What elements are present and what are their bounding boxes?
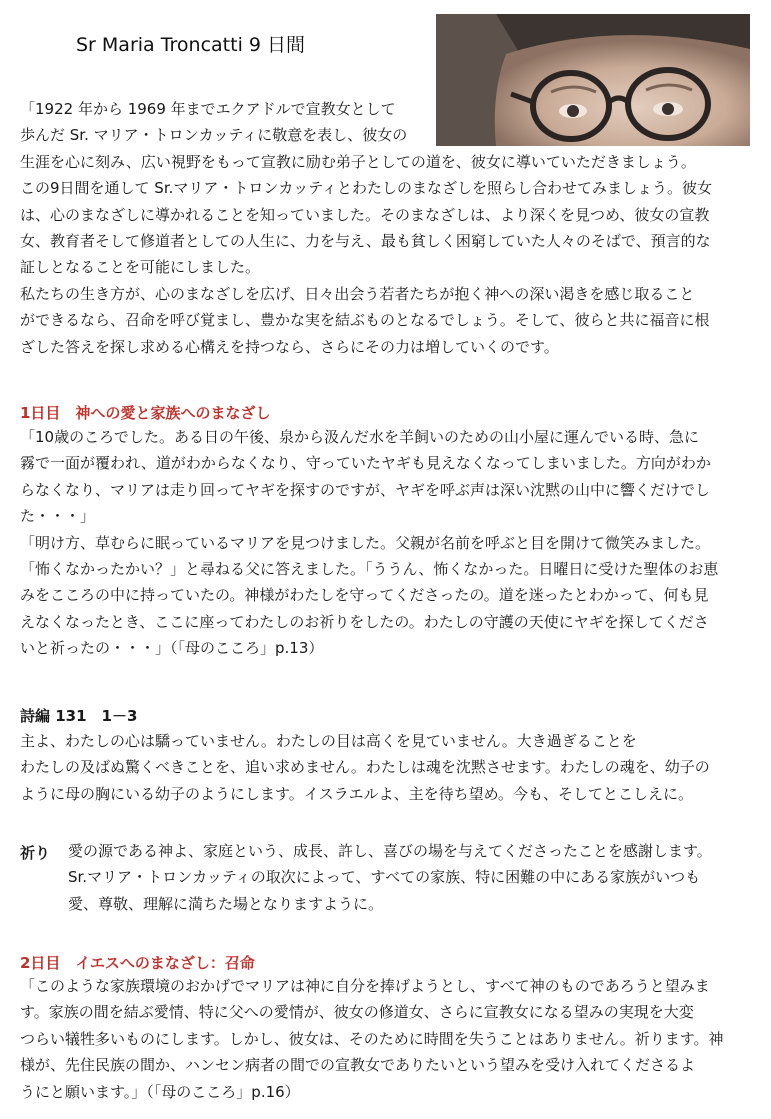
day2-line: 「このような家族環境のおかげでマリアは神に自分を捧げようとし、すべて神のものであろうと望みま — [20, 977, 710, 995]
day2-line: す。家族の間を結ぶ愛情、特に父への愛情が、彼女の修道女、さらに宣教女になる望みの実現を大変 — [20, 1003, 694, 1022]
intro-line: この9日間を通して Sr.マリア・トロンカッティとわたしのまなざしを照らし合わせてみましょう。彼女 — [20, 179, 713, 198]
day2-line: うにと願います。」（「母のこころ」p.16） — [20, 1082, 300, 1101]
prayer-line: Sr.マリア・トロンカッティの取次によって、すべての家族、特に困難の中にある家族がいつも — [68, 868, 701, 887]
day2-heading: 2日目 イエスへのまなざし：召命 — [20, 954, 255, 972]
psalm-line: 主よ、わたしの心は驕っていません。わたしの目は高くを見ていません。大き過ぎることを — [20, 732, 637, 750]
day1-line: みをこころの中に持っていたの。神様がわたしを守ってくださったの。道を迷ったとわかって、何も見 — [20, 586, 709, 605]
intro-line: 私たちの生き方が、心のまなざしを広げ、日々出会う若者たちが抱く神への深い渇きを感じ取ること — [20, 284, 695, 303]
day1-line: 「10歳のころでした。ある日の午後、泉から汲んだ水を羊飼いのための山小屋に運んでいる時、急に — [20, 428, 699, 446]
day1-line: た・・・」 — [20, 507, 96, 526]
day1-line: 「明け方、草むらに眠っているマリアを見つけました。父親が名前を呼ぶと目を開けて微笑みました。 — [20, 533, 711, 552]
intro-line: 歩んだ Sr. マリア・トロンカッティに敬意を表し、彼女の — [20, 126, 408, 145]
psalm-heading: 詩編 131 1－3 — [20, 707, 138, 725]
prayer-label: 祈り — [20, 844, 51, 862]
day2-line: 様が、先住民族の間か、ハンセン病者の間での宣教女でありたいという望みを受け入れてくださるよ — [20, 1056, 696, 1075]
intro-line: ざした答えを探し求める心構えを持つなら、さらにその力は増していくのです。 — [20, 337, 559, 356]
day1-heading: 1日目 神への愛と家族へのまなざし — [20, 404, 271, 422]
prayer-line: 愛の源である神よ、家庭という、成長、許し、喜びの場を与えてくださったことを感謝します。 — [68, 842, 712, 860]
page-title: Sr Maria Troncatti 9 日間 — [76, 34, 306, 56]
psalm-line: わたしの及ばぬ驚くべきことを、追い求めません。わたしは魂を沈黙させます。わたしの魂を、幼子の — [20, 758, 710, 777]
day1-text — [20, 424, 718, 662]
day2-text — [20, 973, 724, 1105]
intro-line: 女、教育者そして修道者としての人生に、力を与え、最も貧しく困窮していた人々のそばで、預言的な — [20, 231, 711, 250]
day1-line: 霧で一面が覆われ、道がわからなくなり、守っていたヤギも見えなくなってしまいました。方向がわか — [20, 454, 711, 473]
psalm-text — [20, 728, 710, 807]
intro-line: は、心のまなざしに導かれることを知っていました。そのまなざしは、より深くを見つめ、彼女の宣教 — [20, 205, 710, 224]
intro-line: 「1922 年から 1969 年までエクアドルで宣教女として — [20, 100, 396, 118]
prayer-line: 愛、尊敬、理解に満ちた場となりますように。 — [68, 894, 384, 913]
day1-line: えなくなったとき、ここに座ってわたしのお祈りをしたの。わたしの守護の天使にヤギを探してくださ — [20, 612, 709, 631]
intro-line: 生涯を心に刻み、広い視野をもって宣教に励む弟子としての道を、彼女に導いていただきましょう。 — [20, 152, 696, 171]
prayer-text — [68, 838, 712, 917]
day2-line: つらい犠牲多いものにします。しかし、彼女は、そのために時間を失うことはありません。祈ります。神 — [20, 1029, 724, 1048]
day1-line: 「怖くなかったかい？」と尋ねる父に答えました。「ううん、怖くなかった。日曜日に受けた聖体のお恵 — [20, 559, 719, 578]
day1-line: らなくなり、マリアは走り回ってヤギを探すのですが、ヤギを呼ぶ声は深い沈黙の山中に響くだけでし — [20, 480, 711, 499]
day1-line: いと祈ったの・・・」（「母のこころ」p.13） — [20, 639, 324, 658]
intro-line: ができるなら、召命を呼び覚まし、豊かな実を結ぶものとなるでしょう。そして、彼らと共に福音に根 — [20, 311, 710, 330]
intro-line: 証しとなることを可能にしました。 — [20, 258, 261, 277]
psalm-line: ように母の胸にいる幼子のようにします。イスラエルよ、主を待ち望め。今も、そしてとこしえに。 — [20, 784, 694, 803]
intro-paragraph — [20, 96, 712, 360]
